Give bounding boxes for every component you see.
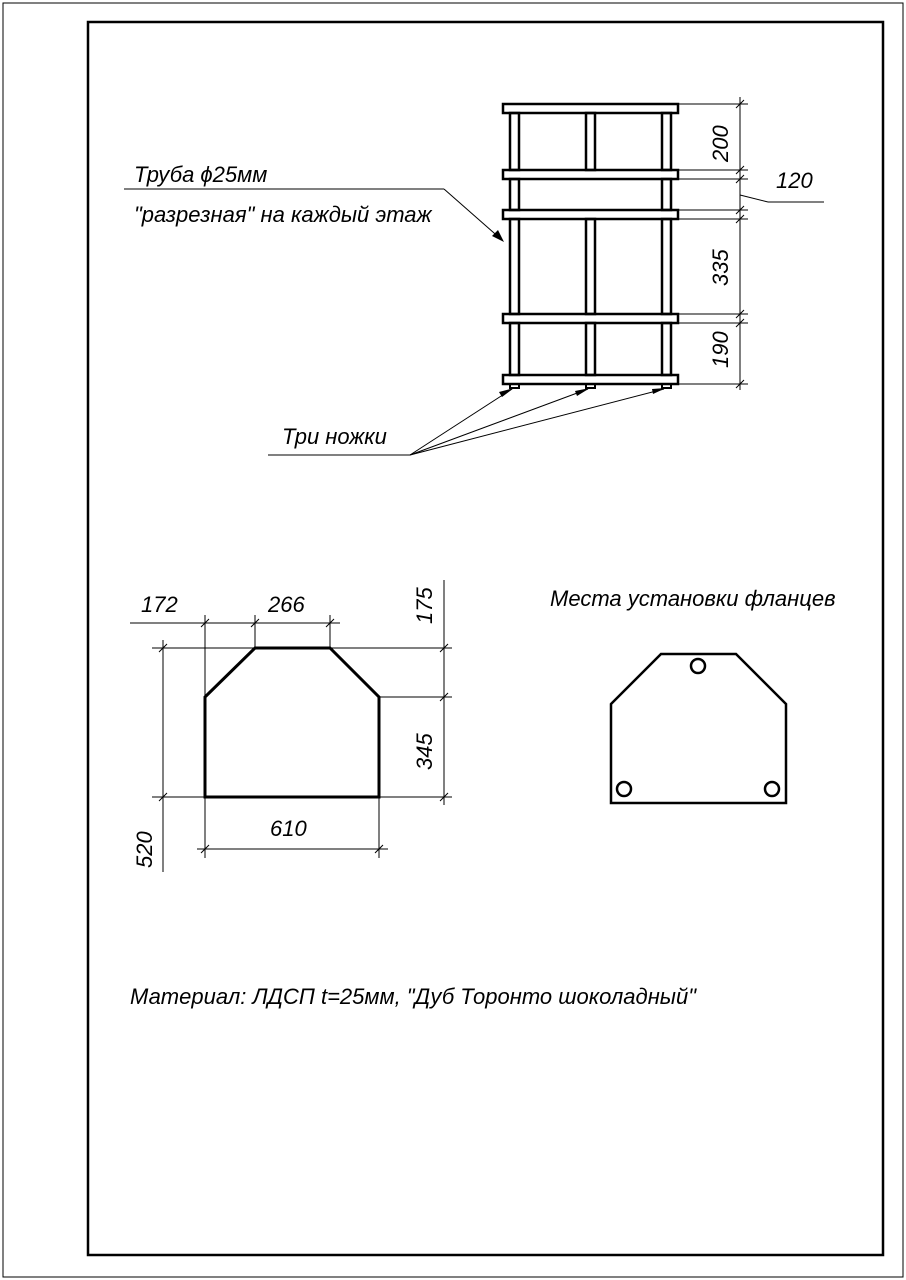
flange-title: Места установки фланцев bbox=[550, 586, 836, 611]
shelf-elevation bbox=[124, 97, 824, 455]
pipe-column-right bbox=[662, 113, 671, 375]
dim-shelf-thickness: 120 bbox=[776, 168, 813, 193]
legs-label: Три ножки bbox=[282, 424, 387, 449]
leg-middle bbox=[586, 384, 595, 388]
shelf-1 bbox=[503, 104, 678, 113]
sheet-outer-border bbox=[3, 3, 903, 1277]
pipe-label-line1: Труба ϕ25мм bbox=[134, 162, 268, 187]
pipe-column-left bbox=[510, 113, 519, 375]
leg-right bbox=[662, 384, 671, 388]
dim-top-gap: 200 bbox=[708, 125, 733, 162]
dim-top-width: 266 bbox=[268, 592, 305, 617]
dim-left-offset: 172 bbox=[141, 592, 178, 617]
shelf-5 bbox=[503, 375, 678, 384]
dim-width: 610 bbox=[270, 816, 307, 841]
dim-side-height: 345 bbox=[412, 733, 437, 770]
dim-middle-gap: 335 bbox=[708, 249, 733, 286]
material-note: Материал: ЛДСП t=25мм, "Дуб Торонто шоколадный" bbox=[130, 984, 697, 1009]
leg-arrow-right bbox=[652, 388, 666, 394]
shelf-outline bbox=[205, 648, 379, 797]
flange-hole-left bbox=[617, 782, 631, 796]
flange-plan bbox=[550, 586, 836, 803]
dim-depth: 520 bbox=[132, 831, 157, 868]
leg-left bbox=[510, 384, 519, 388]
dim-top-height: 175 bbox=[412, 587, 437, 624]
pipe-column-middle bbox=[586, 113, 595, 375]
shelf-dimension-lines bbox=[678, 97, 824, 390]
pipe-leader-arrow bbox=[492, 230, 504, 242]
leg-arrow-left bbox=[499, 388, 514, 397]
shelf-plan bbox=[130, 580, 452, 872]
dim-bottom-gap: 190 bbox=[708, 331, 733, 368]
flange-hole-right bbox=[765, 782, 779, 796]
flange-shelf-outline bbox=[611, 654, 786, 803]
pipe-label-line2: "разрезная" на каждый этаж bbox=[134, 202, 432, 227]
flange-hole-top bbox=[691, 659, 705, 673]
shelf-2 bbox=[503, 170, 678, 179]
shelf-3 bbox=[503, 210, 678, 219]
leg-arrow-middle bbox=[575, 388, 590, 396]
shelf-4 bbox=[503, 314, 678, 323]
